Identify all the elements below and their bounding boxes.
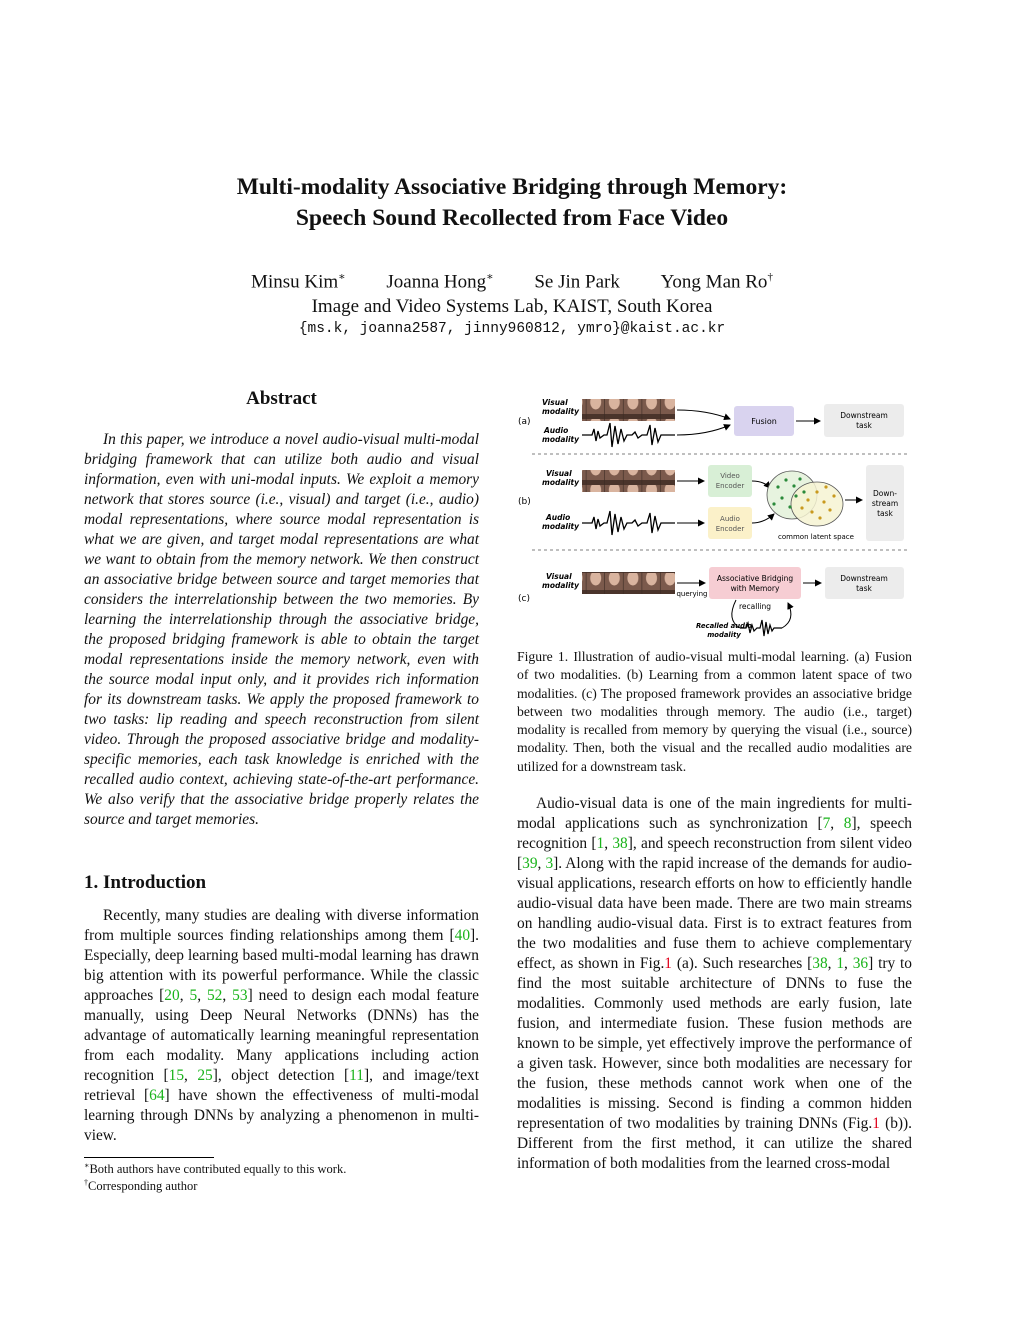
recalled-label-1: Recalled audio	[696, 622, 752, 630]
b-audio-label-2: modality	[542, 522, 580, 531]
assoc-label-1: Associative Bridging	[716, 574, 794, 583]
citation-link[interactable]: 20	[164, 987, 180, 1004]
downstream-c-label-1: Downstream	[840, 574, 888, 583]
abstract-text: In this paper, we introduce a novel audio-visual multi-modal bridging framework that can utilize both audio and visual information, even with uni-modal inputs. We exploit a memory network that stores source (i.e., visual) and target (i.e., audio) modal representations, where source modal representation is what we are given, and target modal representations are what we want to obtain from the memory network. We then construct an associative bridge between source and target memories that considers the interrelationship between the two memories. By learning the interrelationship through the associative bridge, the proposed bridging framework is able to obtain the target modal representations inside the memory network, even with the source modal input only, and it provides rich information for its downstream tasks. We apply the proposed framework to two tasks: lip reading and speech reconstruction from silent video. Through the proposed associative bridge and modality-specific memories, each task knowledge is enriched with the recalled audio context, achieving state-of-the-art performance. We also verify that the associative bridge properly relates the source and target memories.	[84, 431, 479, 828]
querying-label: querying	[676, 590, 708, 598]
audio-encoder-label-2: Encoder	[715, 525, 745, 533]
author: Joanna Hong∗	[386, 271, 494, 293]
citation-link[interactable]: 40	[454, 927, 471, 944]
figure-ref-link[interactable]: 1	[872, 1115, 880, 1132]
fusion-label: Fusion	[751, 417, 777, 426]
common-latent-label: common latent space	[778, 533, 854, 541]
latent-space-audio	[791, 482, 843, 526]
downstream-a-label-1: Downstream	[840, 411, 888, 420]
audio-encoder-label-1: Audio	[720, 515, 740, 523]
a-visual-label-2: modality	[542, 407, 580, 416]
intro-paragraph-2: Audio-visual data is one of the main ingredients for multi-modal applications such as synchronization [7, 8], speech recognition [1, 38], and speech reconstruction from silent video [39, 3]. Along with the rapid increase of the demands for audio-visual applications, research efforts on how to efficiently handle audio-visual data have been made. There are two main streams on handling audio-visual data. First is to extract features from the two modalities and fuse them to achieve complementary effect, as shown in Fig.1 (a). Such researches [38, 1, 36] try to find the most suitable architecture of DNNs to fuse the modalities. Commonly used methods are early fusion, late fusion, and intermediate fusion. These fusion methods are known to be simple, yet effectively improve the performance of a given task. However, since both modalities are necessary for the fusion, these methods cannot work when one of the modalities is missing. Second is finding a common hidden representation of two modalities by training DNNs (Fig.1 (b)). Different from the first method, it can utilize the shared information of both modalities from the learned cross-modal	[517, 795, 912, 1172]
citation-link[interactable]: 52	[206, 987, 223, 1004]
figure-ref-link[interactable]: 1	[664, 955, 672, 972]
recalled-label-2: modality	[707, 631, 741, 639]
panel-a-label: (a)	[518, 417, 531, 427]
title-line-2: Speech Sound Recollected from Face Video	[295, 205, 729, 231]
author: Yong Man Ro†	[660, 271, 773, 293]
a-audio-label-2: modality	[542, 435, 580, 444]
panel-b-label: (b)	[518, 497, 531, 507]
a-audio-waveform	[582, 423, 675, 447]
citation-link[interactable]: 38	[812, 955, 828, 972]
a-audio-label-1: Audio	[544, 426, 569, 435]
video-encoder-label-1: Video	[720, 472, 740, 480]
author-list	[0, 270, 1024, 293]
author: Se Jin Park	[534, 271, 620, 293]
panel-c-label: (c)	[518, 594, 530, 604]
citation-link[interactable]: 25	[197, 1067, 213, 1084]
downstream-c-label-2: task	[856, 584, 872, 593]
intro-paragraph-1: Recently, many studies are dealing with diverse information from multiple sources finding relationships among them [40]. Especially, deep learning based multi-modal learning has drawn big attention with its powerful performance. While the classic approaches [20, 5, 52, 53] need to design each modal feature manually, using Deep Neural Networks (DNNs) has the advantage of automatically learning meaningful representation from each modality. Many applications including action recognition [15, 25], object detection [11], and image/text retrieval [64] have shown the effectiveness of multi-modal learning through DNNs by analyzing a phenomenon in multi-view.	[84, 907, 479, 1144]
video-encoder-box	[708, 465, 752, 497]
downstream-box-c	[825, 567, 904, 599]
author: Minsu Kim∗	[251, 271, 346, 293]
assoc-label-2: with Memory	[730, 584, 780, 593]
citation-link[interactable]: 36	[852, 955, 869, 972]
figure-1-caption: Figure 1. Illustration of audio-visual multi-modal learning. (a) Fusion of two modalities. (b) Learning from a common latent space of two modalities. (c) The proposed framework provides an associative bridge between two modalities through memory. The audio (i.e., target) modality is recalled from memory by querying the visual (i.e., source) modality. Then, both the visual and the recalled audio modalities are utilized for a downstream task.	[517, 649, 912, 774]
footnote-1: ∗Both authors have contributed equally to this work.	[84, 1161, 347, 1177]
downstream-b-label-2: stream	[871, 499, 899, 508]
downstream-a-label-2: task	[856, 421, 872, 430]
downstream-b-label-1: Down-	[873, 489, 897, 498]
citation-link[interactable]: 15	[168, 1067, 185, 1084]
citation-link[interactable]: 53	[232, 987, 248, 1004]
b-audio-waveform	[582, 511, 675, 535]
c-visual-label-1: Visual	[546, 572, 572, 581]
b-visual-label-1: Visual	[546, 469, 572, 478]
footnote-2: †Corresponding author	[84, 1178, 198, 1194]
b-video-frames	[582, 470, 675, 492]
recalling-label: recalling	[738, 602, 772, 611]
b-audio-label-1: Audio	[546, 513, 571, 522]
citation-link[interactable]: 38	[612, 835, 628, 852]
section-heading-introduction: 1. Introduction	[84, 872, 207, 893]
citation-link[interactable]: 1	[836, 955, 845, 972]
paper-title	[0, 172, 1024, 234]
associative-bridge-box	[709, 567, 801, 599]
a-visual-label-1: Visual	[542, 398, 568, 407]
citation-link[interactable]: 1	[596, 835, 605, 852]
footnote-rule	[84, 1157, 214, 1158]
citation-link[interactable]: 8	[843, 815, 852, 832]
c-visual-label-2: modality	[542, 581, 580, 590]
figure-1-diagram	[512, 392, 917, 642]
citation-link[interactable]: 7	[822, 815, 831, 832]
citation-link[interactable]: 64	[149, 1087, 165, 1104]
citation-link[interactable]: 3	[545, 855, 554, 872]
downstream-b-label-3: task	[877, 509, 893, 518]
author-emails: {ms.k, joanna2587, jinny960812, ymro}@kaist.ac.kr	[298, 321, 726, 337]
citation-link[interactable]: 11	[349, 1067, 364, 1084]
audio-encoder-box	[708, 507, 752, 539]
video-encoder-label-2: Encoder	[715, 482, 745, 490]
abstract-heading: Abstract	[246, 388, 317, 409]
citation-link[interactable]: 39	[522, 855, 538, 872]
a-video-frames	[582, 399, 675, 421]
c-video-frames	[582, 572, 675, 594]
affiliation: Image and Video Systems Lab, KAIST, South Korea	[311, 296, 713, 317]
b-visual-label-2: modality	[542, 478, 580, 487]
citation-link[interactable]: 5	[189, 987, 198, 1004]
title-line-1: Multi-modality Associative Bridging through Memory:	[236, 174, 788, 200]
